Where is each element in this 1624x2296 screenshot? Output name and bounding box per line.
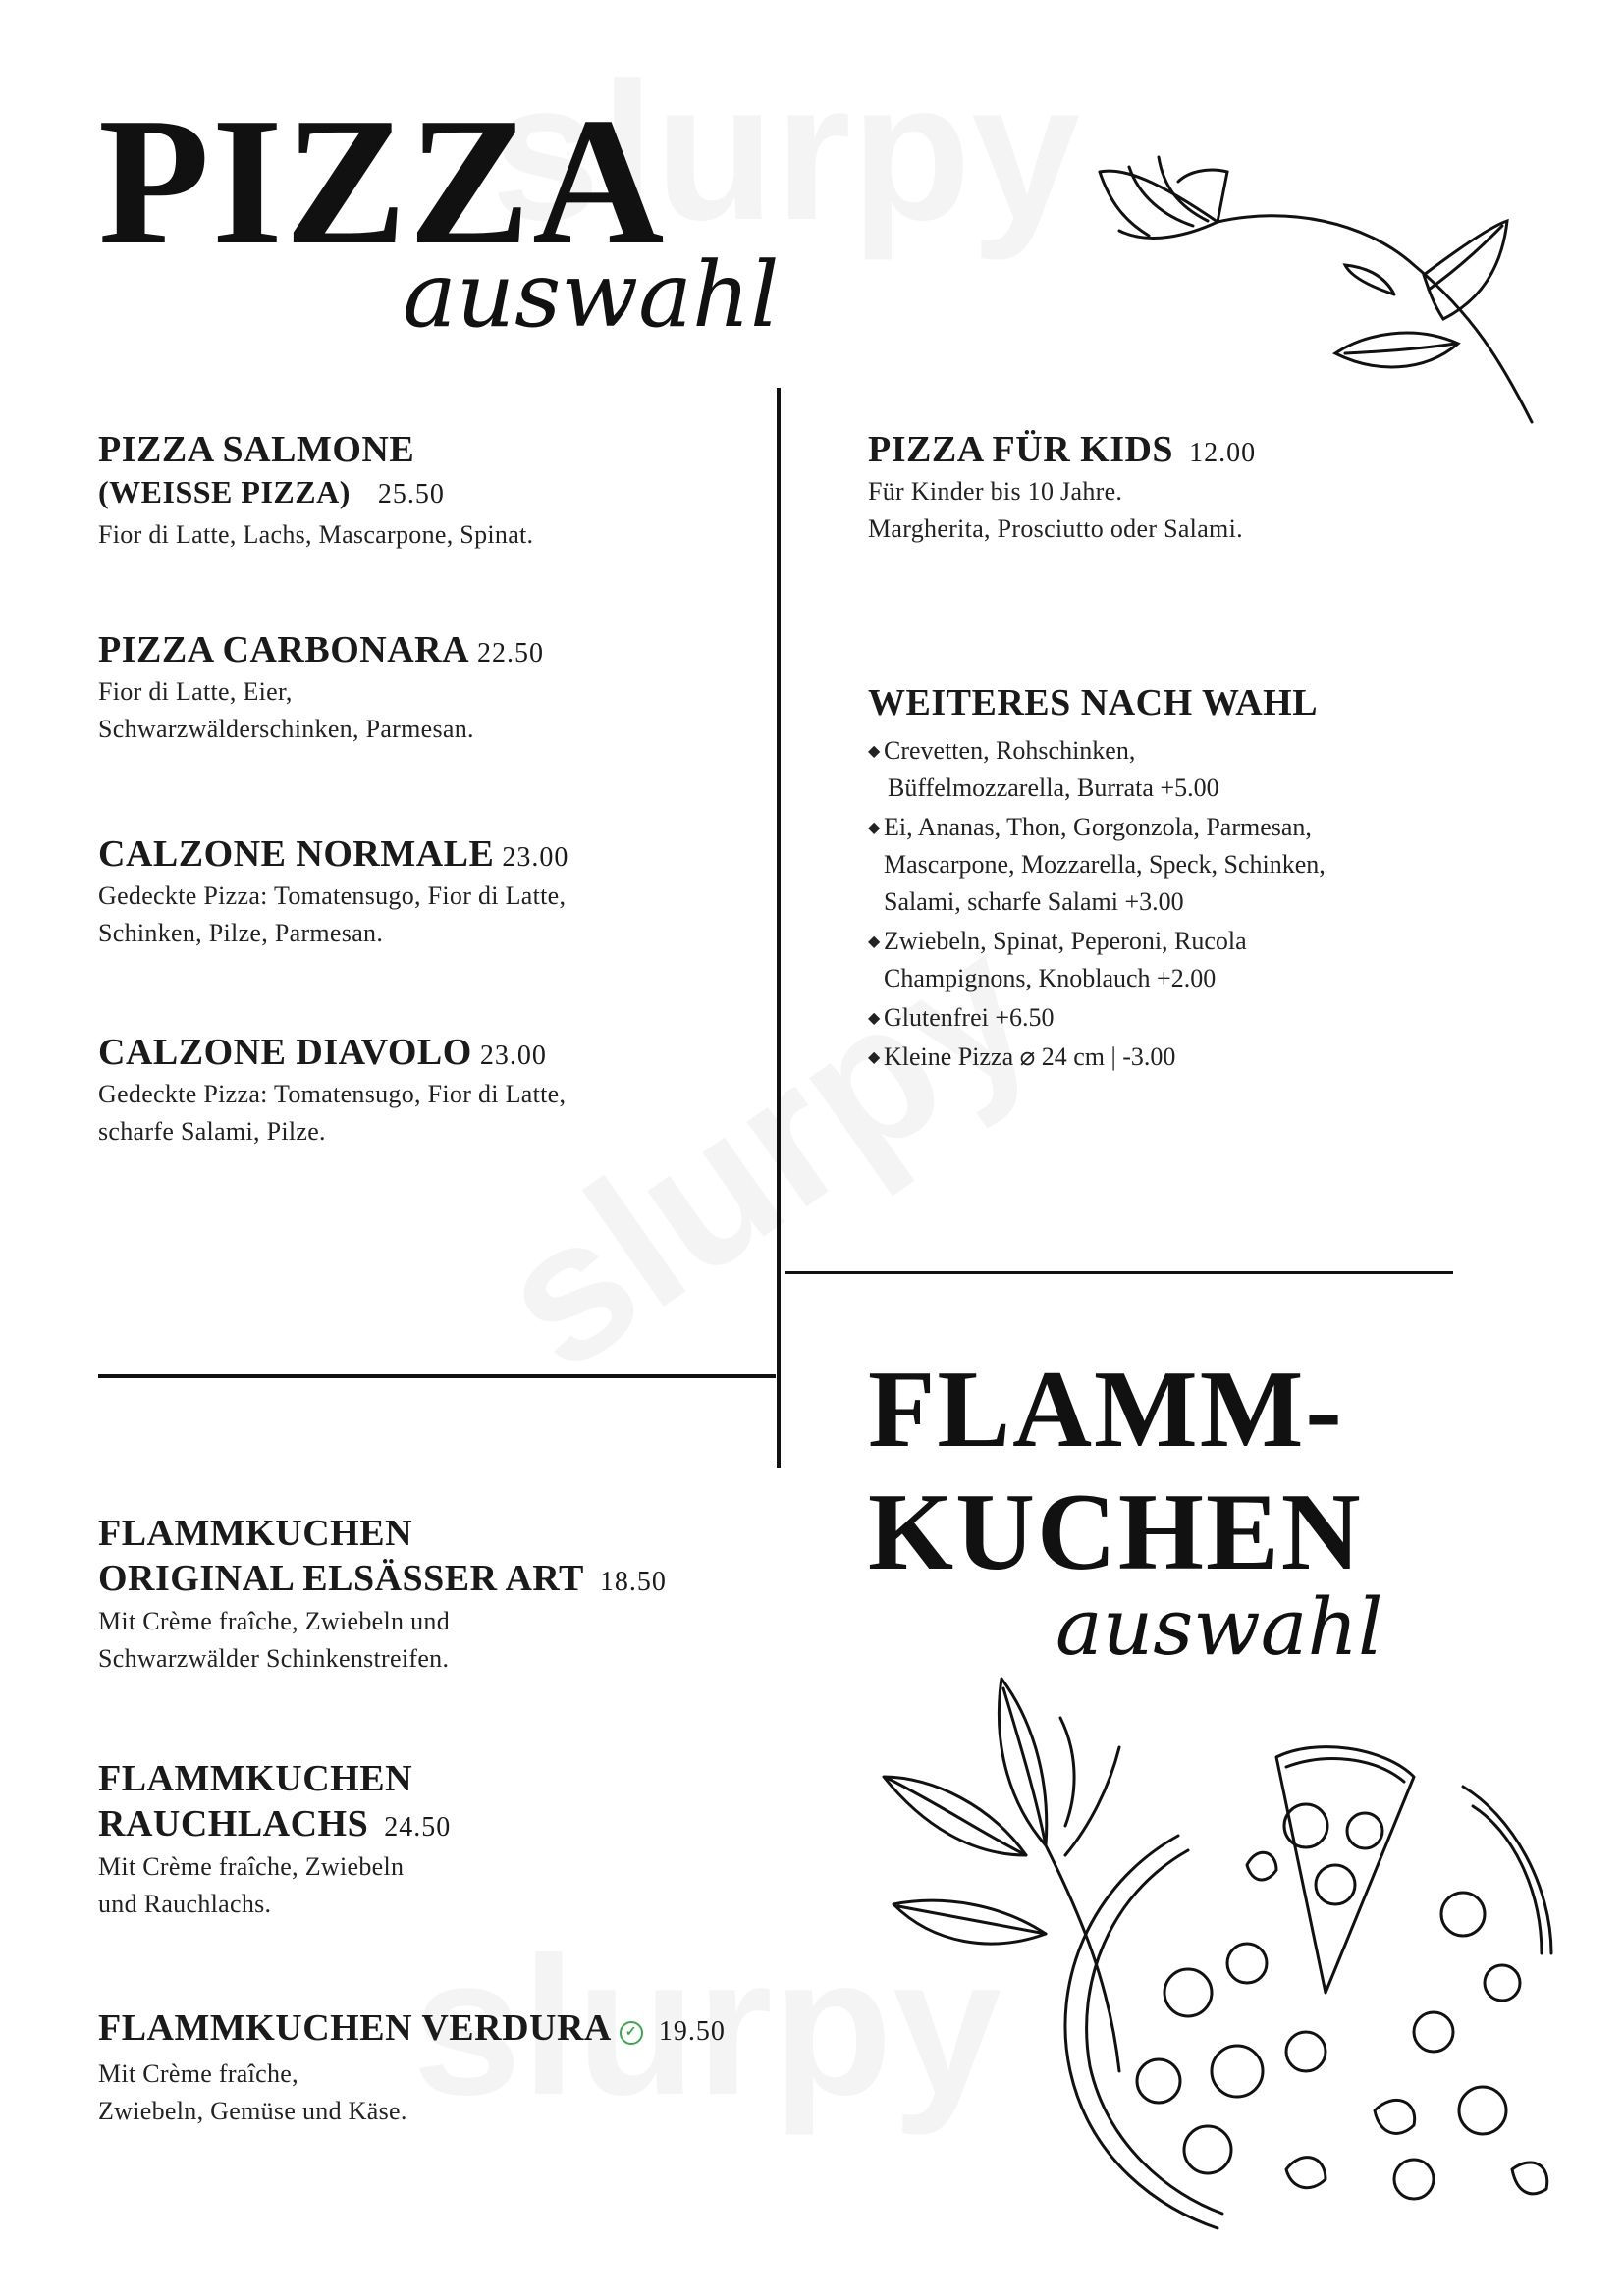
diamond-bullet-icon: ◆ [868,1048,881,1066]
diamond-bullet-icon: ◆ [868,933,881,950]
item-title-line [98,2006,785,2052]
item-price: 23.00 [502,842,569,873]
item-name: FLAMMKUCHEN [98,1758,413,1799]
extras-title: WEITERES NACH WAHL [868,682,1319,723]
pizza-illustration [864,1659,1571,2248]
diamond-bullet-icon: ◆ [868,1009,881,1027]
menu-item-pizza-salmone [98,428,766,554]
horizontal-divider-right [785,1271,1453,1274]
extras-option [868,999,1496,1037]
item-description: Mit Crème fraîche, Zwiebeln [98,1852,405,1882]
item-name: RAUCHLACHS [98,1802,369,1844]
pizza-title: PIZZA [98,80,667,283]
item-title-line [98,1802,766,1847]
item-description: Zwiebeln, Gemüse und Käse. [98,2096,407,2125]
item-description: und Rauchlachs. [98,1890,272,1919]
item-name: FLAMMKUCHEN [98,1513,413,1554]
extras-section [868,681,1496,1076]
vegetarian-icon: ✓ [620,2021,643,2045]
option-line: Crevetten, Rohschinken, [884,735,1136,765]
menu-item-pizza-carbonara [98,628,766,748]
menu-item-flammkuchen-verdura [98,2006,785,2130]
item-description: Margherita, Prosciutto oder Salami. [868,513,1243,543]
vertical-divider [777,388,781,1468]
item-name: PIZZA SALMONE [98,429,415,470]
diamond-bullet-icon: ◆ [868,819,881,836]
menu-item-flammkuchen-rauchlachs [98,1757,766,1923]
item-price: 23.00 [479,1041,547,1071]
item-name: CALZONE DIAVOLO [98,1032,472,1073]
menu-item-flammkuchen-original [98,1512,766,1678]
option-line: Zwiebeln, Spinat, Peperoni, Rucola [884,926,1247,955]
pizza-subtitle-script: auswahl [403,242,780,347]
item-name: FLAMMKUCHEN VERDURA [98,2007,612,2049]
item-description: Gedeckte Pizza: Tomatensugo, Fior di Latte, [98,881,567,910]
option-line: Kleine Pizza ⌀ 24 cm | -3.00 [884,1041,1176,1071]
item-description: Mit Crème fraîche, Zwiebeln und [98,1607,451,1636]
item-description: Fior di Latte, Eier, [98,676,293,706]
option-line: Salami, scharfe Salami +3.00 [884,886,1184,916]
item-title-line [98,832,766,878]
item-price: 22.50 [477,638,545,668]
horizontal-divider-left [98,1374,776,1378]
item-description: Fior di Latte, Lachs, Mascarpone, Spinat. [98,520,534,550]
menu-item-calzone-normale [98,832,766,952]
item-price: 25.50 [377,478,445,509]
extras-option [868,809,1496,921]
option-line: Glutenfrei +6.50 [884,1002,1055,1032]
item-name: CALZONE NORMALE [98,833,495,875]
item-name: ORIGINAL ELSÄSSER ART [98,1557,584,1599]
item-description: Gedeckte Pizza: Tomatensugo, Fior di Latte, [98,1079,567,1108]
option-line: Champignons, Knoblauch +2.00 [884,963,1217,992]
option-line: Mascarpone, Mozzarella, Speck, Schinken, [884,849,1326,879]
flower-illustration [1070,128,1542,442]
extras-option [868,1039,1496,1076]
item-name: PIZZA CARBONARA [98,629,470,670]
diamond-bullet-icon: ◆ [868,742,881,760]
extras-option [868,923,1496,997]
item-price: 12.00 [1189,438,1257,468]
option-line: Büffelmozzarella, Burrata +5.00 [888,773,1219,802]
item-title-line [868,428,1496,473]
item-description: Für Kinder bis 10 Jahre. [868,476,1123,506]
item-description: Schinken, Pilze, Parmesan. [98,918,384,947]
item-name: PIZZA FÜR KIDS [868,429,1174,470]
flammkuchen-title-line2: KUCHEN [868,1471,1363,1593]
option-line: Ei, Ananas, Thon, Gorgonzola, Parmesan, [884,812,1312,841]
item-description: Schwarzwälder Schinkenstreifen. [98,1644,450,1674]
extras-option [868,732,1496,807]
item-title-line [98,1031,766,1076]
item-title-line [98,1557,766,1602]
menu-item-calzone-diavolo [98,1031,766,1150]
item-price: 19.50 [658,2016,726,2047]
item-price: 24.50 [384,1811,452,1842]
flammkuchen-title-line1: FLAMM- [868,1349,1344,1470]
flammkuchen-subtitle-script: auswahl [1056,1581,1383,1673]
menu-item-pizza-kids [868,428,1496,548]
item-description: scharfe Salami, Pilze. [98,1116,326,1146]
item-subname [98,473,766,511]
item-price: 18.50 [599,1566,667,1597]
item-sub: (WEISSE PIZZA) [98,473,351,509]
item-description: Mit Crème fraîche, [98,2058,298,2088]
item-title-line [98,628,766,673]
item-description: Schwarzwälderschinken, Parmesan. [98,714,474,743]
